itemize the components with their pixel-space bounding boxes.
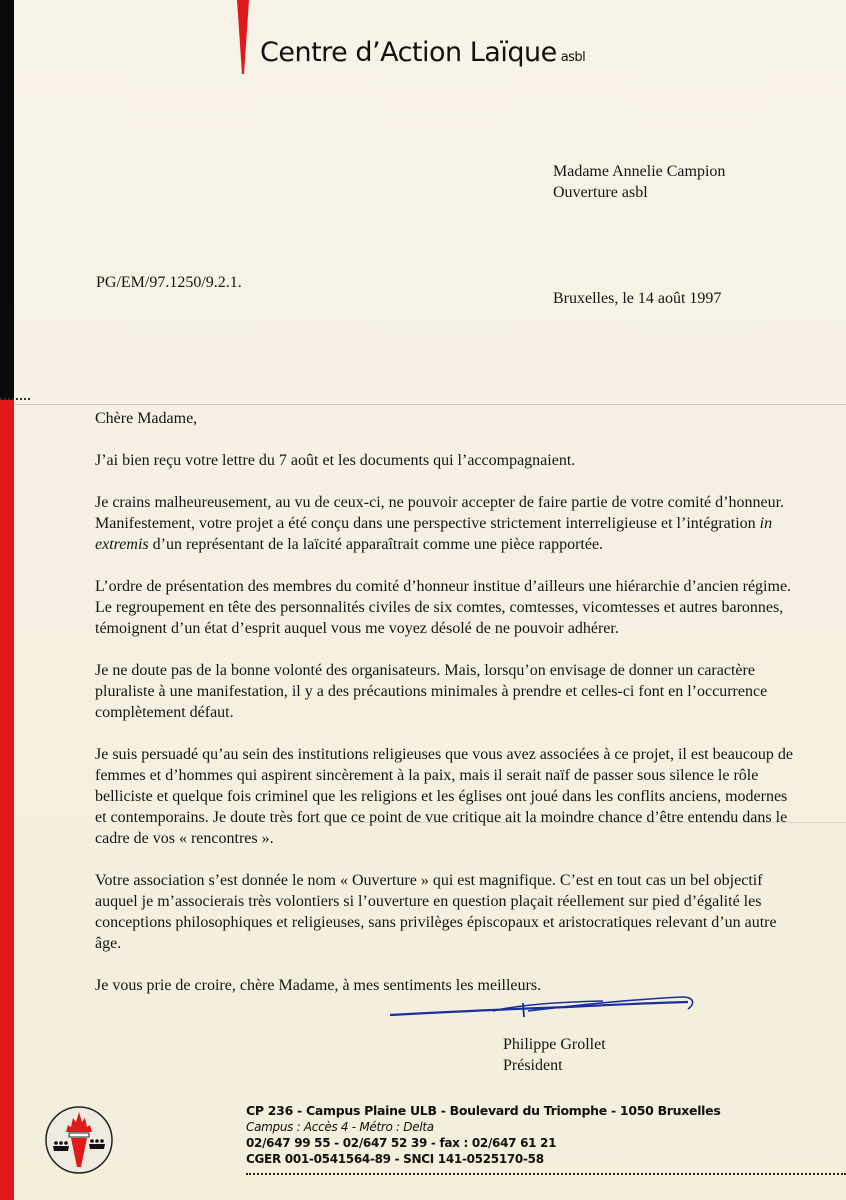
footer-access: Campus : Accès 4 - Métro : Delta (246, 1120, 434, 1134)
organization-name: Centre d’Action Laïque (260, 37, 557, 68)
signer-name: Philippe Grollet (503, 1036, 606, 1053)
footer-phones: 02/647 99 55 - 02/647 52 39 - fax : 02/647 61 21 (246, 1136, 557, 1150)
letter-body (95, 408, 795, 996)
edge-stripe-black (0, 0, 14, 400)
footer-address-block (246, 1103, 721, 1167)
handwritten-signature (388, 985, 698, 1025)
paragraph-2b-end: d’un représentant de la laïcité apparaîtrait comme une pièce rapportée. (148, 536, 604, 553)
footer-dotted-rule (246, 1173, 846, 1175)
paragraph-7: Je vous prie de croire, chère Madame, à mes sentiments les meilleurs. (95, 977, 542, 994)
paragraph-2b (95, 513, 795, 555)
fold-mark (0, 398, 30, 400)
recipient-block (553, 161, 725, 203)
paragraph-5: Je suis persuadé qu’au sein des institutions religieuses que vous avez associées à ce projet, il est beaucoup de femmes et d’hommes qui aspirent sincèrement à la paix, mais il serait naïf de passer sous silence le rôle belliciste et quelque fois criminel que les religions et les églises ont joué dans les conflits anciens, modernes et contemporains. Je doute très fort que ce point de vue critique ait la moindre chance d’être entendu dans le cadre de vos « rencontres ». (95, 746, 794, 847)
torch-emblem-icon (44, 1105, 114, 1175)
signer-title: Président (503, 1057, 563, 1074)
letterhead-organization (260, 37, 585, 68)
edge-stripe-red (0, 400, 14, 1200)
recipient-organization: Ouverture asbl (553, 184, 648, 201)
paragraph-4: Je ne doute pas de la bonne volonté des organisateurs. Mais, lorsqu’on envisage de donner un caractère pluraliste à une manifestation, il y a des précautions minimales à prendre et celles-ci font en l’occurrence complètement défaut. (95, 662, 768, 721)
paragraph-2b-start: Manifestement, votre projet a été conçu dans une perspective strictement interreligieuse et l’intégration (95, 515, 760, 532)
paragraph-6: Votre association s’est donnée le nom « Ouverture » qui est magnifique. C’est en tout cas un bel objectif auquel je m’associerais très volontiers si l’ouverture en question plaçait réellement sur pied d’égalité les conceptions philosophiques et religieuses, sans privilèges épiscopaux et aristocratiques relevant d’un autre âge. (95, 872, 777, 952)
paragraph-2b-emphasis: in extremis (95, 515, 773, 553)
signer-block (503, 1034, 606, 1076)
paper-fold-line (14, 404, 846, 405)
recipient-name: Madame Annelie Campion (553, 163, 726, 180)
reference-number: PG/EM/97.1250/9.2.1. (96, 274, 242, 291)
paragraph-1: J’ai bien reçu votre lettre du 7 août et les documents qui l’accompagnaient. (95, 452, 576, 469)
organization-legal-form: asbl (560, 50, 586, 65)
paragraph-3: L’ordre de présentation des membres du comité d’honneur institue d’ailleurs une hiérarchie d’ancien régime. Le regroupement en tête des personnalités civiles de six comtes, comtesses, vicomtesses et autres baronnes, témoignent d’un état d’esprit auquel vous me voyez désolé de ne pouvoir adhérer. (95, 578, 792, 637)
salutation: Chère Madame, (95, 410, 198, 427)
footer-bank: CGER 001-0541564-89 - SNCI 141-0525170-58 (246, 1152, 544, 1166)
place-date: Bruxelles, le 14 août 1997 (553, 290, 722, 307)
paragraph-2: Je crains malheureusement, au vu de ceux-ci, ne pouvoir accepter de faire partie de votre comité d’honneur. (95, 494, 785, 511)
logo-red-spike-icon (237, 0, 249, 74)
footer-address: CP 236 - Campus Plaine ULB - Boulevard du Triomphe - 1050 Bruxelles (246, 1103, 721, 1118)
